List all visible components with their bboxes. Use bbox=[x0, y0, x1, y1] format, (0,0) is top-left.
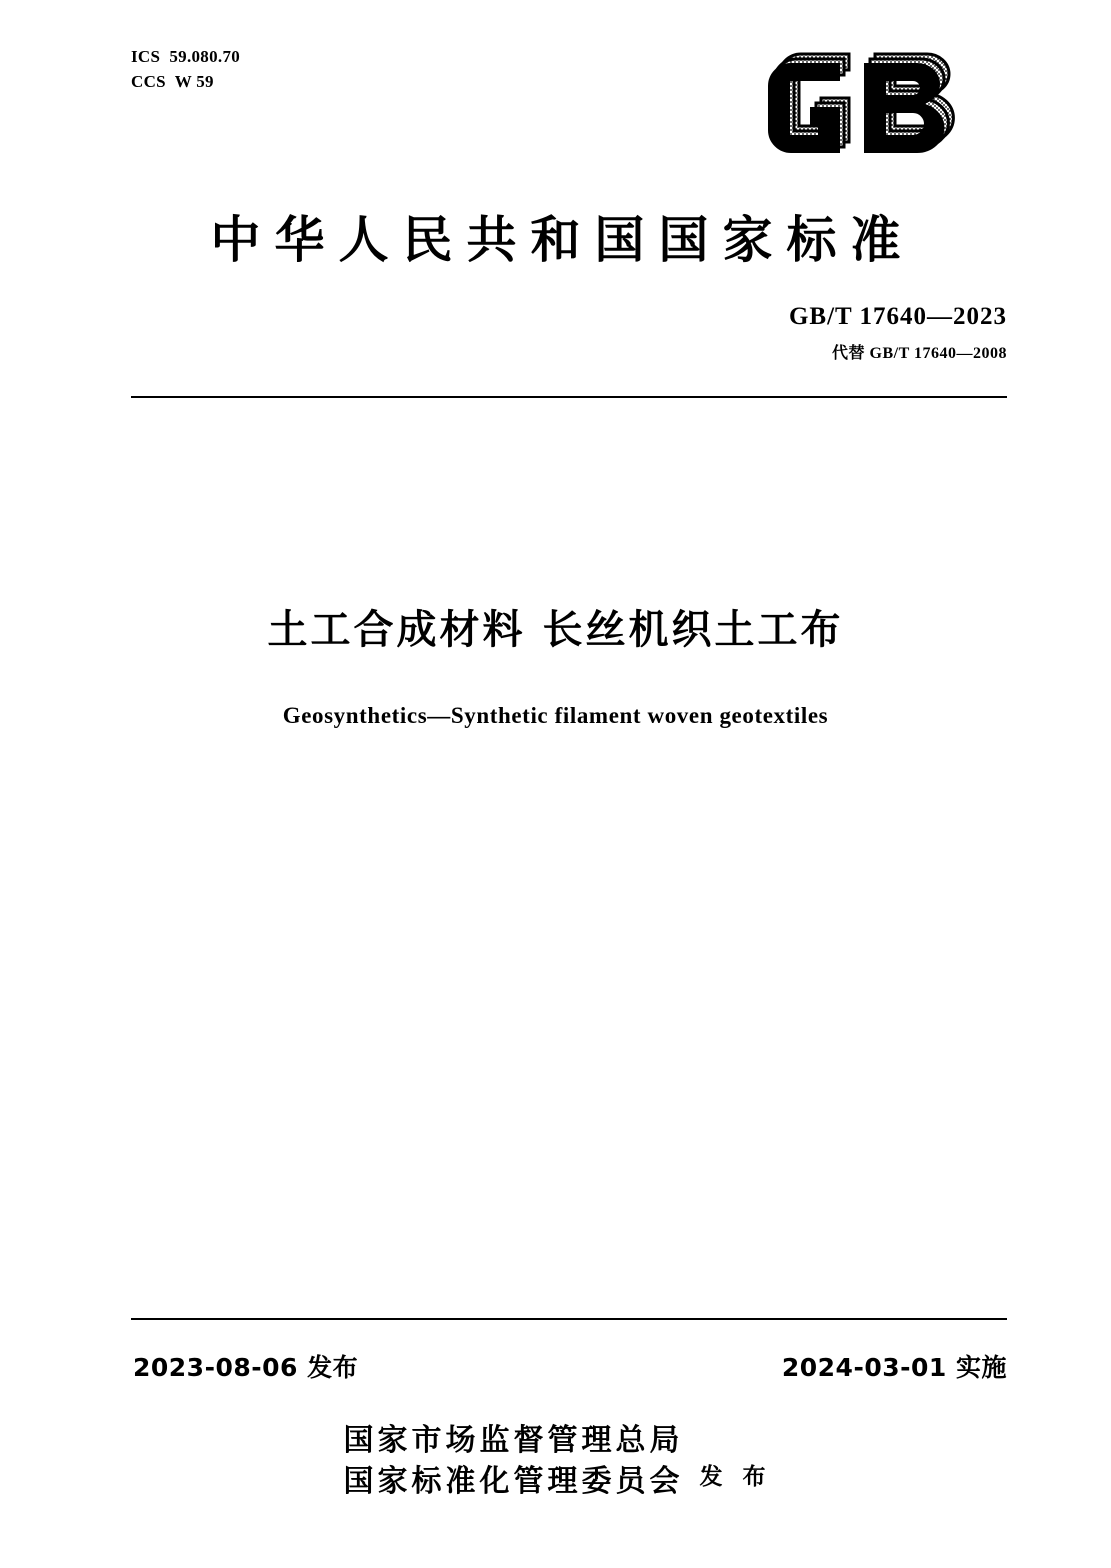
gb-logo-icon bbox=[761, 42, 991, 172]
divider-bottom bbox=[131, 1318, 1007, 1320]
standard-number: GB/T 17640—2023 bbox=[788, 303, 1007, 330]
publisher-line-1: 国家市场监督管理总局 bbox=[343, 1423, 684, 1458]
publisher-line-2: 国家标准化管理委员会 bbox=[343, 1464, 684, 1500]
publisher-block bbox=[0, 1420, 1111, 1503]
standard-replaces: 代替 GB/T 17640—2008 bbox=[832, 345, 1007, 362]
ccs-code: CCS W 59 bbox=[131, 71, 214, 91]
implementation-date: 2024-03-01 实施 bbox=[781, 1353, 1007, 1382]
page-title-english: Geosynthetics—Synthetic filament woven geotextiles bbox=[282, 703, 829, 728]
divider-top bbox=[131, 396, 1007, 398]
publisher-names bbox=[339, 1420, 683, 1503]
page-title: 土工合成材料 长丝机织土工布 bbox=[267, 607, 844, 653]
national-standard-title: 中华人民共和国国家标准 bbox=[210, 211, 915, 269]
ics-code: ICS 59.080.70 bbox=[131, 47, 241, 66]
publisher-verb: 发 布 bbox=[699, 1463, 772, 1490]
classification-codes bbox=[131, 45, 240, 94]
issue-date: 2023-08-06 发布 bbox=[133, 1353, 359, 1382]
